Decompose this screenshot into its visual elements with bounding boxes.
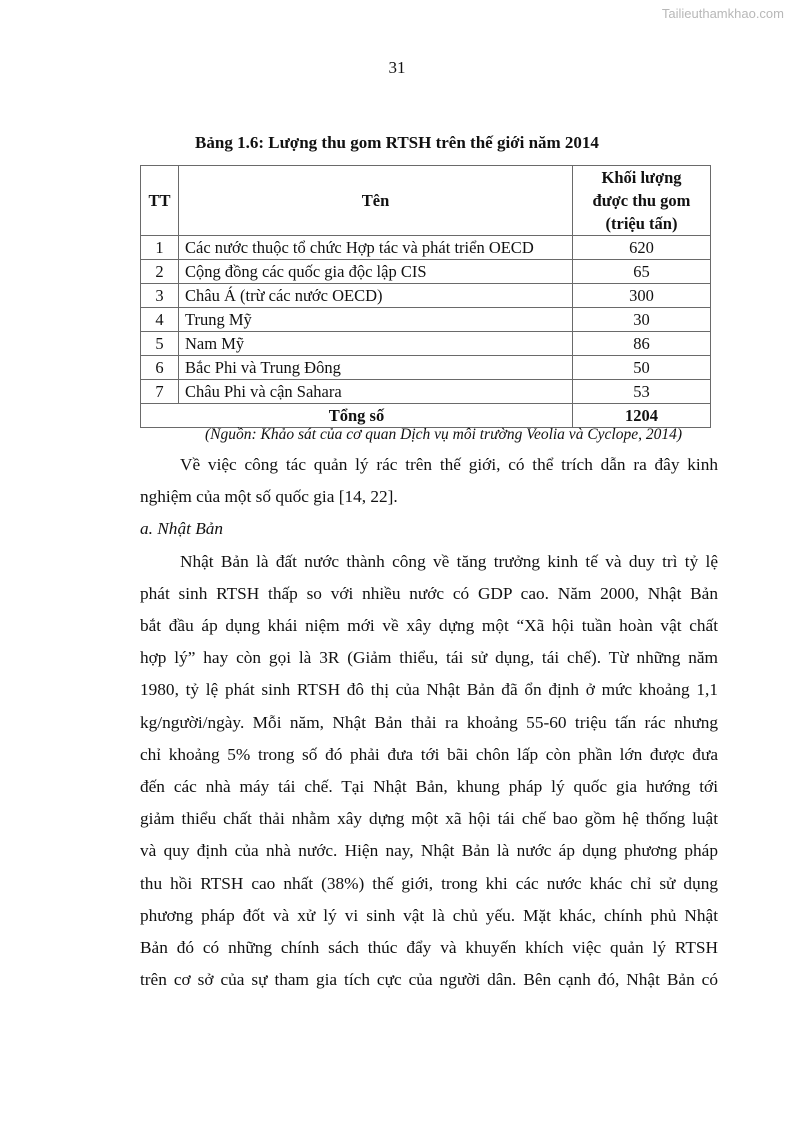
cell-tt: 2: [141, 260, 179, 284]
table-row: [141, 332, 711, 356]
paragraph-line: Bản đó có những chính sách thúc đẩy và khuyến khích việc quản lý RTSH: [140, 938, 718, 958]
cell-value: 53: [573, 380, 711, 404]
header-value-line1: Khối lượng: [601, 168, 682, 187]
table-title: Bảng 1.6: Lượng thu gom RTSH trên thế giới năm 2014: [195, 133, 599, 152]
paragraph-line: Nhật Bản là đất nước thành công về tăng trưởng kinh tế và duy trì tỷ lệ: [180, 551, 718, 571]
paragraph-line: kg/người/ngày. Mỗi năm, Nhật Bản thải ra khoảng 55-60 triệu tấn rác nhưng: [140, 712, 718, 732]
total-value: 1204: [573, 404, 711, 428]
cell-name: Bắc Phi và Trung Đông: [179, 356, 573, 380]
table-row: [141, 356, 711, 380]
header-value: [573, 166, 711, 236]
cell-value: 300: [573, 284, 711, 308]
table-row: [141, 380, 711, 404]
paragraph-line: thu hồi RTSH cao nhất (38%) thế giới, trong khi các nước khác chỉ sử dụng: [140, 873, 718, 893]
paragraph-line: bắt đầu áp dụng khái niệm mới về xây dựng một “Xã hội tuần hoàn vật chất: [140, 616, 718, 636]
table-row: [141, 260, 711, 284]
paragraph-line: hợp lý” hay còn gọi là 3R (Giảm thiểu, tái sử dụng, tái chế). Từ những năm: [140, 648, 718, 668]
paragraph-line: giảm thiểu chất thải nhằm xây dựng một xã hội tái chế bao gồm hệ thống luật: [140, 809, 718, 829]
cell-tt: 5: [141, 332, 179, 356]
cell-name: Các nước thuộc tổ chức Hợp tác và phát triển OECD: [179, 236, 573, 260]
page-number: 31: [388, 58, 406, 77]
cell-value: 620: [573, 236, 711, 260]
cell-name: Trung Mỹ: [179, 308, 573, 332]
total-label: Tổng số: [141, 404, 573, 428]
cell-tt: 4: [141, 308, 179, 332]
section-subheading: a. Nhật Bản: [140, 519, 224, 539]
body-text: [140, 449, 718, 996]
paragraph-line: và quy định của nhà nước. Hiện nay, Nhật Bản là nước áp dụng phương pháp: [140, 841, 718, 861]
intro-line-1: Về việc công tác quản lý rác trên thế giới, có thể trích dẫn ra đây kinh: [180, 455, 718, 474]
cell-value: 50: [573, 356, 711, 380]
watermark: Tailieuthamkhao.com: [661, 6, 784, 21]
cell-name: Châu Phi và cận Sahara: [179, 380, 573, 404]
header-name: Tên: [179, 166, 573, 236]
cell-tt: 7: [141, 380, 179, 404]
table-row: [141, 284, 711, 308]
cell-name: Cộng đồng các quốc gia độc lập CIS: [179, 260, 573, 284]
table-header-row: [141, 166, 711, 236]
cell-tt: 3: [141, 284, 179, 308]
paragraph-line: 1980, tỷ lệ phát sinh RTSH đô thị của Nhật Bản đã ổn định ở mức khoảng 1,1: [140, 680, 718, 700]
table-source-note: (Nguồn: Khảo sát của cơ quan Dịch vụ môi trường Veolia và Cyclope, 2014): [205, 426, 683, 443]
header-tt: TT: [141, 166, 179, 236]
cell-name: Châu Á (trừ các nước OECD): [179, 284, 573, 308]
table-total-row: [141, 404, 711, 428]
paragraph-line: đến các nhà máy tái chế. Tại Nhật Bản, khung pháp lý quốc gia hướng tới: [140, 777, 718, 797]
cell-value: 86: [573, 332, 711, 356]
cell-value: 30: [573, 308, 711, 332]
paragraph-line: phương pháp đốt và xử lý vi sinh vật là chủ yếu. Mặt khác, chính phủ Nhật: [140, 905, 718, 925]
cell-value: 65: [573, 260, 711, 284]
cell-tt: 6: [141, 356, 179, 380]
waste-collection-table: [140, 165, 711, 428]
paragraph-line: chỉ khoảng 5% trong số đó phải đưa tới bãi chôn lấp còn phần lớn được đưa: [140, 744, 718, 764]
paragraph-line: phát sinh RTSH thấp so với nhiều nước có GDP cao. Năm 2000, Nhật Bản: [140, 583, 718, 603]
intro-line-2: nghiệm của một số quốc gia [14, 22].: [140, 487, 398, 507]
cell-tt: 1: [141, 236, 179, 260]
paragraph-line: trên cơ sở của sự tham gia tích cực của người dân. Bên cạnh đó, Nhật Bản có: [140, 970, 718, 990]
header-value-line3: (triệu tấn): [605, 214, 678, 233]
table-row: [141, 236, 711, 260]
table-row: [141, 308, 711, 332]
cell-name: Nam Mỹ: [179, 332, 573, 356]
header-value-line2: được thu gom: [592, 191, 691, 210]
